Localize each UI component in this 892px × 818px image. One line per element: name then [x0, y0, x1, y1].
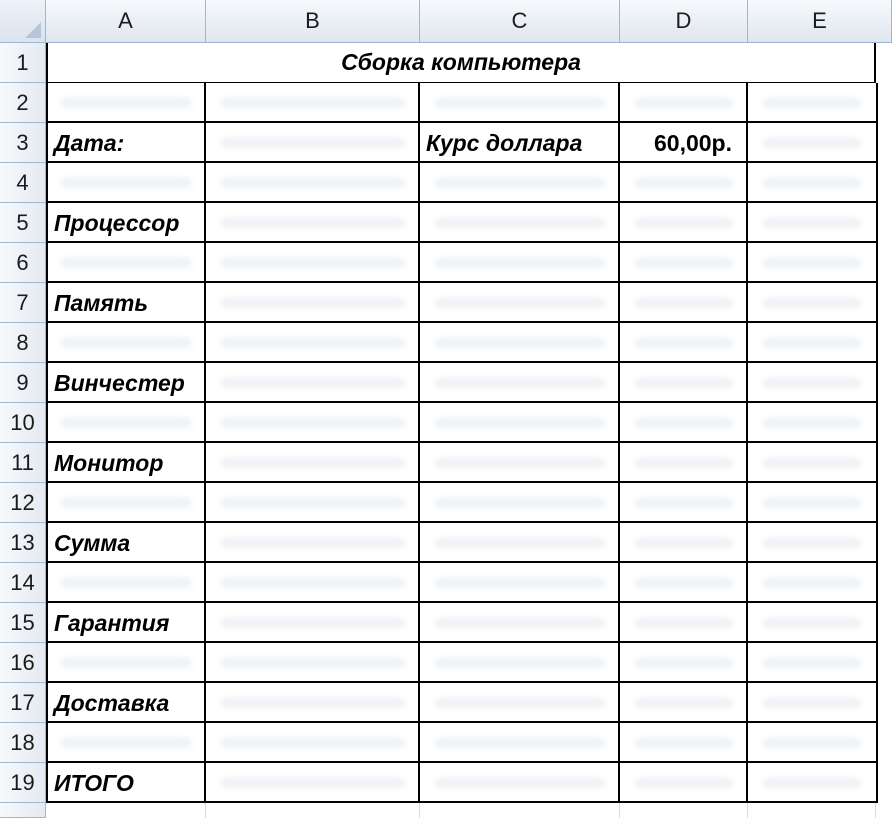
blurred-cell-content: [762, 618, 862, 628]
row-header-20[interactable]: [0, 803, 46, 818]
column-header-b[interactable]: B: [206, 0, 420, 43]
blurred-cell-content: [434, 378, 606, 388]
blurred-cell-content: [634, 778, 734, 788]
blurred-cell-content: [762, 778, 862, 788]
blurred-cell-content: [60, 658, 192, 668]
blurred-cell-content: [762, 338, 862, 348]
row-header-15[interactable]: 15: [0, 603, 46, 643]
blurred-cell-content: [220, 338, 406, 348]
row-header-2[interactable]: 2: [0, 83, 46, 123]
select-all-corner[interactable]: [0, 0, 46, 43]
blurred-cell-content: [434, 458, 606, 468]
column-header-a[interactable]: A: [46, 0, 206, 43]
row-header-6[interactable]: 6: [0, 243, 46, 283]
blurred-cell-content: [434, 778, 606, 788]
blurred-cell-content: [434, 298, 606, 308]
blurred-cell-content: [434, 738, 606, 748]
row-header-11[interactable]: 11: [0, 443, 46, 483]
blurred-cell-content: [220, 578, 406, 588]
row-header-16[interactable]: 16: [0, 643, 46, 683]
blurred-cell-content: [60, 418, 192, 428]
blurred-cell-content: [762, 538, 862, 548]
blurred-cell-content: [762, 418, 862, 428]
blurred-cell-content: [634, 98, 734, 108]
label-memory: Память: [54, 290, 148, 316]
select-all-triangle-icon: [25, 22, 41, 38]
blurred-cell-content: [634, 538, 734, 548]
blurred-cell-content: [220, 658, 406, 668]
row-header-18[interactable]: 18: [0, 723, 46, 763]
blurred-cell-content: [434, 658, 606, 668]
blurred-cell-content: [60, 498, 192, 508]
row-header-17[interactable]: 17: [0, 683, 46, 723]
blurred-cell-content: [762, 458, 862, 468]
blurred-cell-content: [220, 258, 406, 268]
label-hdd: Винчестер: [54, 370, 185, 396]
label-total: ИТОГО: [54, 770, 134, 796]
blurred-cell-content: [434, 98, 606, 108]
blurred-cell-content: [762, 498, 862, 508]
blurred-cell-content: [220, 418, 406, 428]
blurred-cell-content: [762, 218, 862, 228]
blurred-cell-content: [220, 698, 406, 708]
label-monitor: Монитор: [54, 450, 164, 476]
blurred-cell-content: [762, 698, 862, 708]
blurred-cell-content: [434, 218, 606, 228]
row-header-8[interactable]: 8: [0, 323, 46, 363]
row-header-3[interactable]: 3: [0, 123, 46, 163]
row-header-1[interactable]: 1: [0, 43, 46, 83]
blurred-cell-content: [60, 338, 192, 348]
blurred-cell-content: [434, 538, 606, 548]
blurred-cell-content: [434, 618, 606, 628]
cell-a20[interactable]: [46, 803, 206, 818]
cell-c20[interactable]: [420, 803, 620, 818]
blurred-cell-content: [60, 98, 192, 108]
column-header-c[interactable]: C: [420, 0, 620, 43]
column-header-e[interactable]: E: [748, 0, 892, 43]
blurred-cell-content: [220, 618, 406, 628]
blurred-cell-content: [762, 298, 862, 308]
blurred-cell-content: [434, 338, 606, 348]
blurred-cell-content: [220, 138, 406, 148]
row-header-5[interactable]: 5: [0, 203, 46, 243]
rate-label: Курс доллара: [426, 130, 583, 156]
blurred-cell-content: [60, 738, 192, 748]
blurred-cell-content: [634, 178, 734, 188]
blurred-cell-content: [220, 458, 406, 468]
blurred-cell-content: [220, 218, 406, 228]
cell-e20[interactable]: [748, 803, 876, 818]
label-processor: Процессор: [54, 210, 180, 236]
blurred-cell-content: [634, 498, 734, 508]
blurred-cell-content: [634, 218, 734, 228]
sheet-title: Сборка компьютера: [341, 49, 581, 75]
blurred-cell-content: [434, 258, 606, 268]
blurred-cell-content: [634, 578, 734, 588]
blurred-cell-content: [220, 378, 406, 388]
blurred-cell-content: [220, 538, 406, 548]
blurred-cell-content: [220, 738, 406, 748]
rate-value: 60,00р.: [654, 130, 732, 156]
blurred-cell-content: [434, 178, 606, 188]
row-header-10[interactable]: 10: [0, 403, 46, 443]
row-header-12[interactable]: 12: [0, 483, 46, 523]
blurred-cell-content: [634, 658, 734, 668]
blurred-cell-content: [762, 98, 862, 108]
blurred-cell-content: [60, 578, 192, 588]
blurred-cell-content: [434, 578, 606, 588]
blurred-cell-content: [634, 618, 734, 628]
blurred-cell-content: [762, 138, 862, 148]
cell-b20[interactable]: [206, 803, 420, 818]
blurred-cell-content: [60, 258, 192, 268]
blurred-cell-content: [220, 498, 406, 508]
blurred-cell-content: [60, 178, 192, 188]
blurred-cell-content: [762, 658, 862, 668]
blurred-cell-content: [762, 178, 862, 188]
row-header-7[interactable]: 7: [0, 283, 46, 323]
blurred-cell-content: [634, 378, 734, 388]
row-header-19[interactable]: 19: [0, 763, 46, 803]
row-header-9[interactable]: 9: [0, 363, 46, 403]
blurred-cell-content: [434, 698, 606, 708]
row-header-14[interactable]: 14: [0, 563, 46, 603]
blurred-cell-content: [762, 378, 862, 388]
blurred-cell-content: [634, 258, 734, 268]
blurred-cell-content: [634, 338, 734, 348]
blurred-cell-content: [434, 498, 606, 508]
label-warranty: Гарантия: [54, 610, 170, 636]
blurred-cell-content: [762, 578, 862, 588]
blurred-cell-content: [634, 458, 734, 468]
column-header-d[interactable]: D: [620, 0, 748, 43]
row-header-4[interactable]: 4: [0, 163, 46, 203]
blurred-cell-content: [634, 298, 734, 308]
row-header-13[interactable]: 13: [0, 523, 46, 563]
cell-d20[interactable]: [620, 803, 748, 818]
blurred-cell-content: [434, 418, 606, 428]
label-delivery: Доставка: [54, 690, 170, 716]
blurred-cell-content: [220, 778, 406, 788]
blurred-cell-content: [634, 698, 734, 708]
blurred-cell-content: [220, 98, 406, 108]
blurred-cell-content: [762, 258, 862, 268]
blurred-cell-content: [220, 298, 406, 308]
blurred-cell-content: [762, 738, 862, 748]
blurred-cell-content: [220, 178, 406, 188]
label-sum: Сумма: [54, 530, 131, 556]
date-label: Дата:: [54, 130, 125, 156]
blurred-cell-content: [634, 418, 734, 428]
blurred-cell-content: [634, 738, 734, 748]
